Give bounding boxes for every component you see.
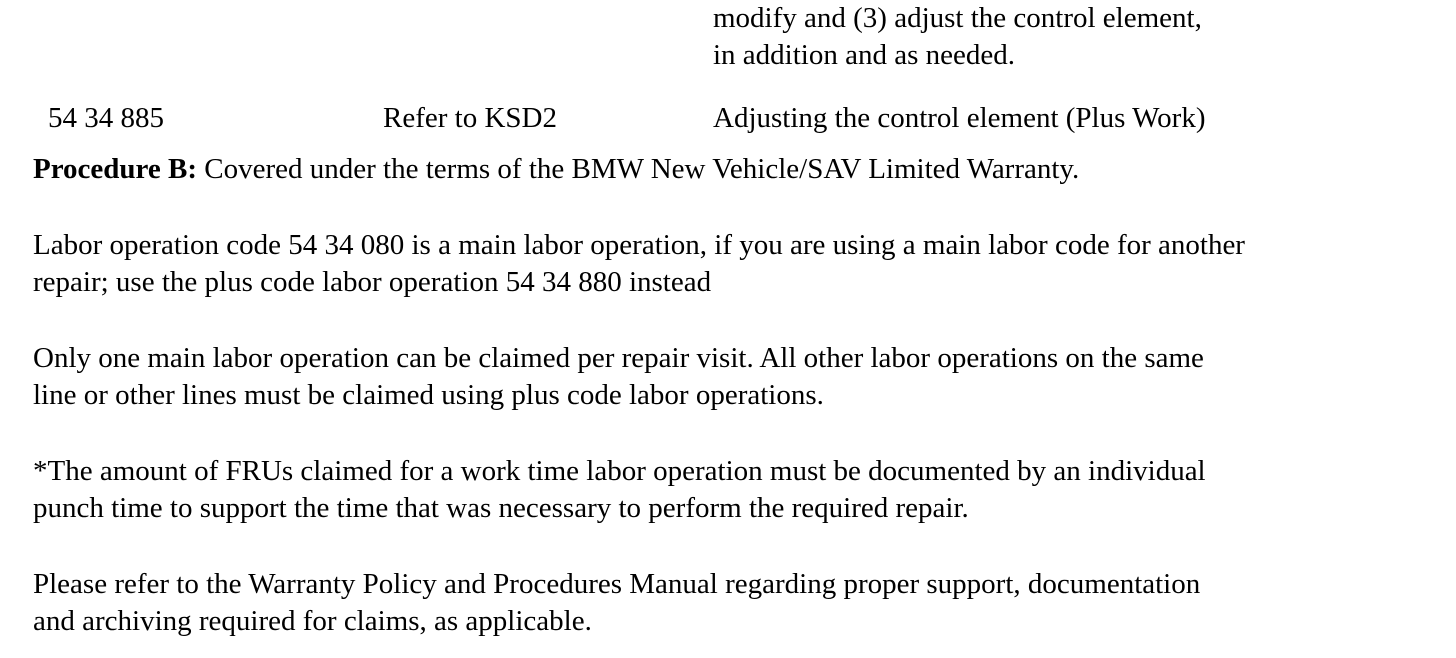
carryover-line-2: in addition and as needed.	[713, 39, 1015, 71]
paragraph-4-line-2: and archiving required for claims, as applicable.	[33, 605, 592, 637]
paragraph-1-line-1: Labor operation code 54 34 080 is a main labor operation, if you are using a main labor code for another	[33, 229, 1245, 261]
procedure-b-text: Covered under the terms of the BMW New Vehicle/SAV Limited Warranty.	[197, 153, 1080, 185]
procedure-b-label: Procedure B:	[33, 153, 198, 185]
paragraph-3-line-2: punch time to support the time that was necessary to perform the required repair.	[33, 492, 969, 524]
paragraph-3-line-1: *The amount of FRUs claimed for a work time labor operation must be documented by an individual	[33, 455, 1206, 487]
paragraph-2-line-1: Only one main labor operation can be claimed per repair visit. All other labor operations on the same	[33, 342, 1204, 374]
paragraph-4-line-1: Please refer to the Warranty Policy and Procedures Manual regarding proper support, documentation	[33, 568, 1201, 600]
labor-code: 54 34 885	[48, 102, 164, 134]
paragraph-1-line-2: repair; use the plus code labor operation 54 34 880 instead	[33, 266, 712, 298]
labor-reference: Refer to KSD2	[383, 102, 557, 134]
procedure-b-line	[33, 151, 1079, 188]
labor-description: Adjusting the control element (Plus Work)	[713, 102, 1206, 134]
paragraph-2-line-2: line or other lines must be claimed using plus code labor operations.	[33, 379, 824, 411]
carryover-line-1: modify and (3) adjust the control element,	[713, 2, 1202, 34]
